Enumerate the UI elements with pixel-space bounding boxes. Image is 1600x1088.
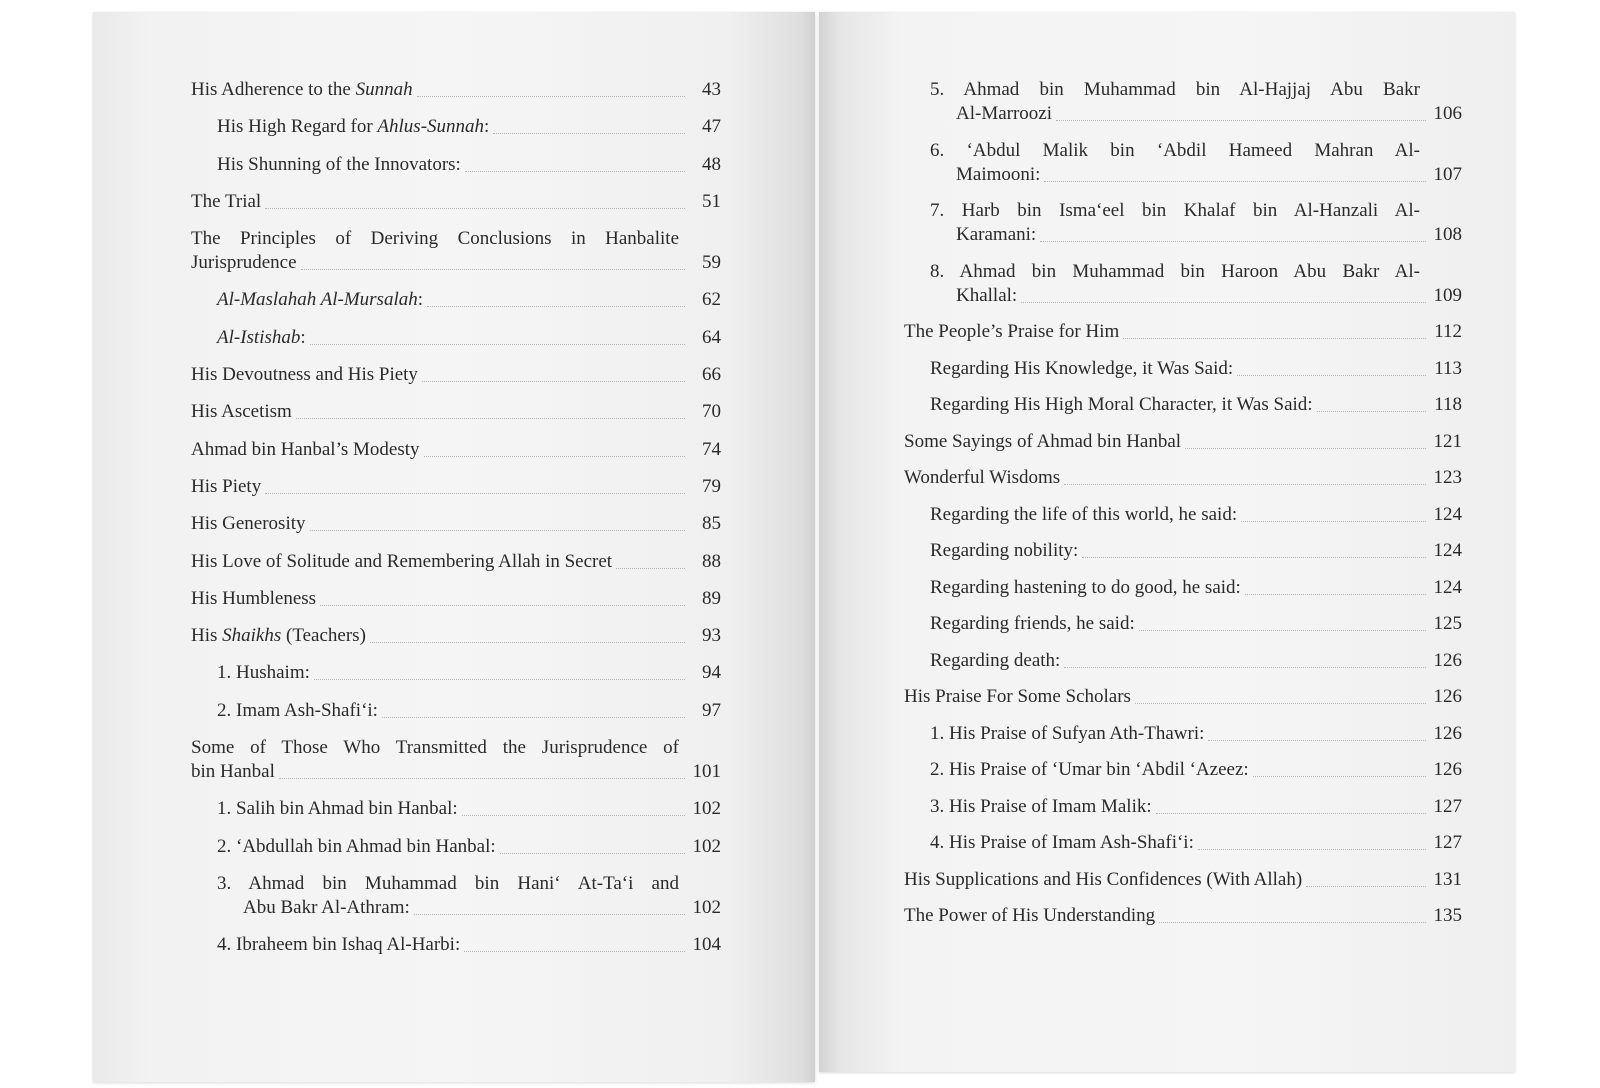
toc-entry-title (904, 904, 1155, 928)
page-number: 126 (1433, 649, 1462, 671)
page-number: 135 (1433, 905, 1462, 926)
dot-leader (1237, 375, 1426, 376)
toc-entry-title (191, 78, 413, 102)
toc-entry-title-line: 7. Harb bin Isma‘eel bin Khalaf bin Al-Hanzali Al- (930, 200, 1420, 221)
toc-entry-title (904, 868, 1302, 892)
toc-entry-title (191, 512, 306, 536)
dot-leader (462, 815, 685, 816)
toc-entry-title-part: 1. Hushaim: (217, 662, 310, 684)
toc-entry (191, 835, 721, 859)
toc-entry-title-part: The Power of His Understanding (904, 905, 1156, 926)
toc-entry-title-line: Abu Bakr Al-Athram: (243, 896, 410, 918)
toc-entry-title (930, 758, 1249, 782)
dot-leader (1135, 703, 1426, 704)
page-number: 131 (1433, 868, 1462, 890)
page-number: 101 (692, 761, 721, 783)
page-number: 127 (1433, 795, 1462, 817)
dot-leader (1159, 922, 1426, 923)
toc-entry-title (191, 587, 316, 611)
toc-entry-title (191, 400, 292, 424)
toc-entry (191, 736, 721, 784)
toc-entry-title-part: Ahmad bin Hanbal’s Modesty (191, 438, 420, 460)
toc-entry (904, 357, 1462, 381)
toc-entry-title-part: His High Regard for (217, 116, 378, 138)
toc-entry (191, 797, 721, 821)
toc-entry-title-part: His Adherence to the (191, 79, 356, 100)
toc-entry (904, 868, 1462, 892)
toc-entry-title (217, 115, 489, 139)
toc-entry (904, 78, 1462, 126)
dot-leader (1253, 776, 1426, 777)
dot-leader (1156, 813, 1426, 814)
page-number: 62 (702, 289, 721, 311)
toc-entry (191, 363, 721, 387)
page-number: 121 (1433, 430, 1462, 452)
page-number: 126 (1433, 759, 1462, 780)
page-number: 113 (1434, 357, 1462, 379)
toc-entry-title-line: Karamani: (956, 224, 1037, 245)
dot-leader (414, 914, 685, 915)
toc-entry-title-part: Some Sayings of Ahmad bin Hanbal (904, 430, 1182, 452)
toc-entry-title-part: His Love of Solitude and Remembering Allah in Secret (191, 550, 613, 572)
dot-leader (310, 530, 685, 531)
page-number: 126 (1433, 722, 1462, 744)
page-number: 107 (1433, 163, 1462, 185)
toc-entry-title (930, 539, 1078, 563)
toc-entry-title-part: His Humbleness (191, 587, 317, 609)
dot-leader (1064, 484, 1426, 485)
dot-leader (427, 306, 685, 307)
toc-entry (904, 904, 1462, 928)
dot-leader (1044, 181, 1426, 182)
toc-entry-title-part: His Generosity (191, 513, 306, 535)
toc-entry-title-line: 6. ‘Abdul Malik bin ‘Abdil Hameed Mahran Al- (930, 139, 1420, 161)
page-number: 43 (702, 79, 721, 100)
toc-entry (191, 400, 721, 424)
toc-entry-title-part: 2. ‘Abdullah bin Ahmad bin Hanbal: (217, 835, 496, 857)
toc-entry (191, 326, 721, 350)
toc-entry (191, 475, 721, 499)
dot-leader (1021, 302, 1426, 303)
toc-entry-title (930, 357, 1233, 381)
page-number: 51 (702, 190, 721, 212)
dot-leader (265, 493, 685, 494)
page-number: 124 (1433, 503, 1462, 525)
toc-entry (904, 685, 1462, 709)
page-number: 127 (1433, 832, 1462, 853)
dot-leader (279, 778, 685, 779)
toc-entry (191, 587, 721, 611)
toc-entry-title-line: 3. Ahmad bin Muhammad bin Hani‘ At-Ta‘i and (217, 872, 679, 894)
toc-entry-title-part: 2. His Praise of ‘Umar bin ‘Abdil ‘Azeez: (930, 759, 1249, 780)
toc-entry (904, 320, 1462, 344)
page-number: 47 (702, 116, 721, 138)
toc-entry-title (904, 320, 1119, 344)
page-number: 70 (702, 401, 721, 423)
toc-entry-title-part: Al-Istishab (217, 326, 301, 348)
page-number: 59 (702, 252, 721, 274)
open-book (93, 12, 1515, 1082)
toc-entry-title-line: Khallal: (956, 284, 1018, 306)
toc-entry-title (930, 612, 1135, 636)
toc-entry-title (217, 288, 423, 312)
toc-entry-title-line: Jurisprudence (191, 252, 297, 274)
toc-entry-title-part: His Praise For Some Scholars (904, 686, 1131, 707)
toc-entry (904, 260, 1462, 308)
toc-entry (191, 699, 721, 723)
dot-leader (616, 568, 685, 569)
toc-entry (904, 649, 1462, 673)
dot-leader (464, 951, 685, 952)
toc-entry (904, 466, 1462, 490)
toc-entry-title-part: Al-Maslahah Al-Mursalah (217, 289, 418, 311)
toc-entry (191, 933, 721, 957)
toc-entry-title-part: 4. Ibraheem bin Ishaq Al-Harbi: (217, 934, 461, 956)
dot-leader (1241, 521, 1426, 522)
dot-leader (370, 642, 685, 643)
toc-entry (904, 199, 1462, 247)
toc-entry-title (191, 624, 366, 648)
dot-leader (500, 853, 685, 854)
page-number: 48 (702, 153, 721, 175)
right-page (819, 12, 1515, 1072)
dot-leader (1245, 594, 1426, 595)
toc-entry-title-part: Regarding nobility: (930, 540, 1079, 561)
toc-entry-title-part: His Shunning of the Innovators: (217, 153, 461, 175)
toc-entry-title-part: Sunnah (355, 79, 413, 100)
toc-entry-title (191, 438, 420, 462)
dot-leader (1306, 886, 1426, 887)
toc-entry-title-line: 5. Ahmad bin Muhammad bin Al-Hajjaj Abu Bakr (930, 79, 1420, 100)
toc-entry (904, 139, 1462, 187)
page-number: 79 (702, 475, 721, 497)
toc-entry-title-part: Regarding friends, he said: (930, 613, 1135, 634)
toc-entry (191, 512, 721, 536)
toc-entry-title-line: Maimooni: (956, 163, 1041, 185)
dot-leader (1040, 241, 1426, 242)
page-number: 93 (702, 625, 721, 647)
toc-entry (904, 393, 1462, 417)
dot-leader (422, 381, 685, 382)
page-number: 112 (1434, 321, 1462, 342)
toc-entry (191, 227, 721, 275)
toc-entry-title-part: 1. His Praise of Sufyan Ath-Thawri: (930, 722, 1205, 744)
toc-entry-title-part: Regarding the life of this world, he said: (930, 503, 1238, 525)
page-number: 125 (1433, 613, 1462, 634)
dot-leader (465, 171, 685, 172)
page-number: 66 (702, 364, 721, 386)
page-number: 74 (702, 438, 721, 460)
toc-entry-title (191, 190, 261, 214)
page-number: 126 (1433, 686, 1462, 707)
dot-leader (1208, 740, 1426, 741)
dot-leader (296, 418, 685, 419)
toc-entry (191, 438, 721, 462)
toc-entry-title-part: : (484, 116, 490, 138)
toc-entry-title-part: Regarding His Knowledge, it Was Said: (930, 357, 1234, 379)
toc-entry (904, 539, 1462, 563)
dot-leader (382, 717, 685, 718)
toc-entry-title-part: Regarding hastening to do good, he said: (930, 576, 1241, 598)
dot-leader (417, 96, 685, 97)
toc-entry-title (217, 797, 458, 821)
toc-entry-title-part: His Supplications and His Confidences (With Allah) (904, 868, 1303, 890)
page-number: 94 (702, 662, 721, 684)
dot-leader (1185, 448, 1426, 449)
toc-entry-title-line: Al-Marroozi (956, 103, 1053, 124)
toc-entry (191, 288, 721, 312)
toc-entry-title-line: Some of Those Who Transmitted the Jurisprudence of (191, 737, 679, 759)
page-number: 102 (692, 798, 721, 820)
toc-entry (904, 758, 1462, 782)
toc-entry (191, 624, 721, 648)
toc-entry-title (930, 795, 1152, 819)
toc-entry (191, 190, 721, 214)
page-number: 102 (692, 835, 721, 857)
page-number: 123 (1433, 467, 1462, 488)
toc-entry (191, 872, 721, 920)
dot-leader (320, 605, 685, 606)
dot-leader (1198, 849, 1426, 850)
toc-entry-title-part: 2. Imam Ash-Shafi‘i: (217, 699, 378, 721)
toc-entry-title (191, 550, 612, 574)
left-page (93, 12, 815, 1082)
toc-entry-title (930, 393, 1313, 417)
toc-entry-title-part: (Teachers) (281, 625, 366, 647)
toc-entry (191, 78, 721, 102)
toc-entry-title-part: His Devoutness and His Piety (191, 364, 418, 386)
toc-entry-title (930, 503, 1237, 527)
dot-leader (1317, 411, 1426, 412)
toc-entry (904, 831, 1462, 855)
toc-entry-title (904, 466, 1060, 490)
toc-entry (191, 661, 721, 685)
page-number: 64 (702, 326, 721, 348)
page-number: 85 (702, 513, 721, 535)
toc-entry-title-part: His Ascetism (191, 401, 292, 423)
toc-entry-title (217, 326, 306, 350)
toc-entry-title (217, 835, 496, 859)
page-number: 124 (1433, 540, 1462, 561)
toc-entry (191, 115, 721, 139)
dot-leader (1082, 557, 1426, 558)
dot-leader (1056, 120, 1426, 121)
toc-entry (904, 576, 1462, 600)
toc-entry-title (904, 685, 1131, 709)
dot-leader (1139, 630, 1426, 631)
toc-entry-title (191, 475, 261, 499)
toc-entry-title (930, 831, 1194, 855)
dot-leader (310, 344, 685, 345)
toc-entry-title (930, 649, 1060, 673)
toc-entry-title-part: Regarding His High Moral Character, it Was Said: (930, 394, 1313, 415)
dot-leader (424, 456, 685, 457)
page-number: 89 (702, 587, 721, 609)
toc-entry-title (217, 661, 310, 685)
page-number: 104 (692, 934, 721, 956)
toc-entry-title-part: Shaikhs (222, 625, 282, 647)
toc-entry-title-part: : (417, 289, 424, 311)
table-of-contents-left (191, 78, 721, 971)
toc-entry-title-part: His (191, 625, 223, 647)
page-number: 108 (1433, 224, 1462, 245)
toc-entry-title (930, 722, 1204, 746)
dot-leader (265, 208, 685, 209)
dot-leader (493, 133, 685, 134)
page-number: 109 (1433, 284, 1462, 306)
page-number: 97 (702, 699, 721, 721)
toc-entry (904, 795, 1462, 819)
dot-leader (1064, 667, 1426, 668)
toc-entry-title-part: His Piety (191, 475, 262, 497)
toc-entry-title (217, 153, 461, 177)
page-number: 106 (1433, 103, 1462, 124)
toc-entry-title (930, 576, 1241, 600)
dot-leader (1123, 338, 1426, 339)
dot-leader (301, 269, 685, 270)
toc-entry (904, 612, 1462, 636)
page-number: 88 (702, 550, 721, 572)
toc-entry-title-part: The People’s Praise for Him (904, 321, 1120, 342)
page-number: 118 (1434, 394, 1462, 415)
toc-entry-title-line: bin Hanbal (191, 761, 275, 783)
toc-entry (191, 153, 721, 177)
toc-entry-title-part: : (300, 326, 306, 348)
toc-entry-title (904, 430, 1181, 454)
toc-entry-title-line: The Principles of Deriving Conclusions in Hanbalite (191, 228, 679, 250)
page-number: 124 (1433, 576, 1462, 598)
toc-entry-title-part: 4. His Praise of Imam Ash-Shafi‘i: (930, 832, 1194, 853)
toc-entry-title-part: 1. Salih bin Ahmad bin Hanbal: (217, 798, 458, 820)
dot-leader (314, 679, 685, 680)
toc-entry (904, 503, 1462, 527)
toc-entry-title (191, 363, 418, 387)
toc-entry-title-part: 3. His Praise of Imam Malik: (930, 795, 1152, 817)
page-number: 102 (692, 896, 721, 918)
toc-entry-title-part: Ahlus-Sunnah (377, 116, 485, 138)
toc-entry-title (217, 699, 378, 723)
toc-entry-title-part: The Trial (191, 190, 262, 212)
toc-entry-title-part: Wonderful Wisdoms (904, 467, 1061, 488)
toc-entry (904, 430, 1462, 454)
table-of-contents-right (904, 78, 1462, 941)
toc-entry (904, 722, 1462, 746)
toc-entry-title-line: 8. Ahmad bin Muhammad bin Haroon Abu Bakr Al- (930, 260, 1420, 282)
toc-entry-title-part: Regarding death: (930, 649, 1061, 671)
toc-entry-title (217, 933, 460, 957)
toc-entry (191, 550, 721, 574)
